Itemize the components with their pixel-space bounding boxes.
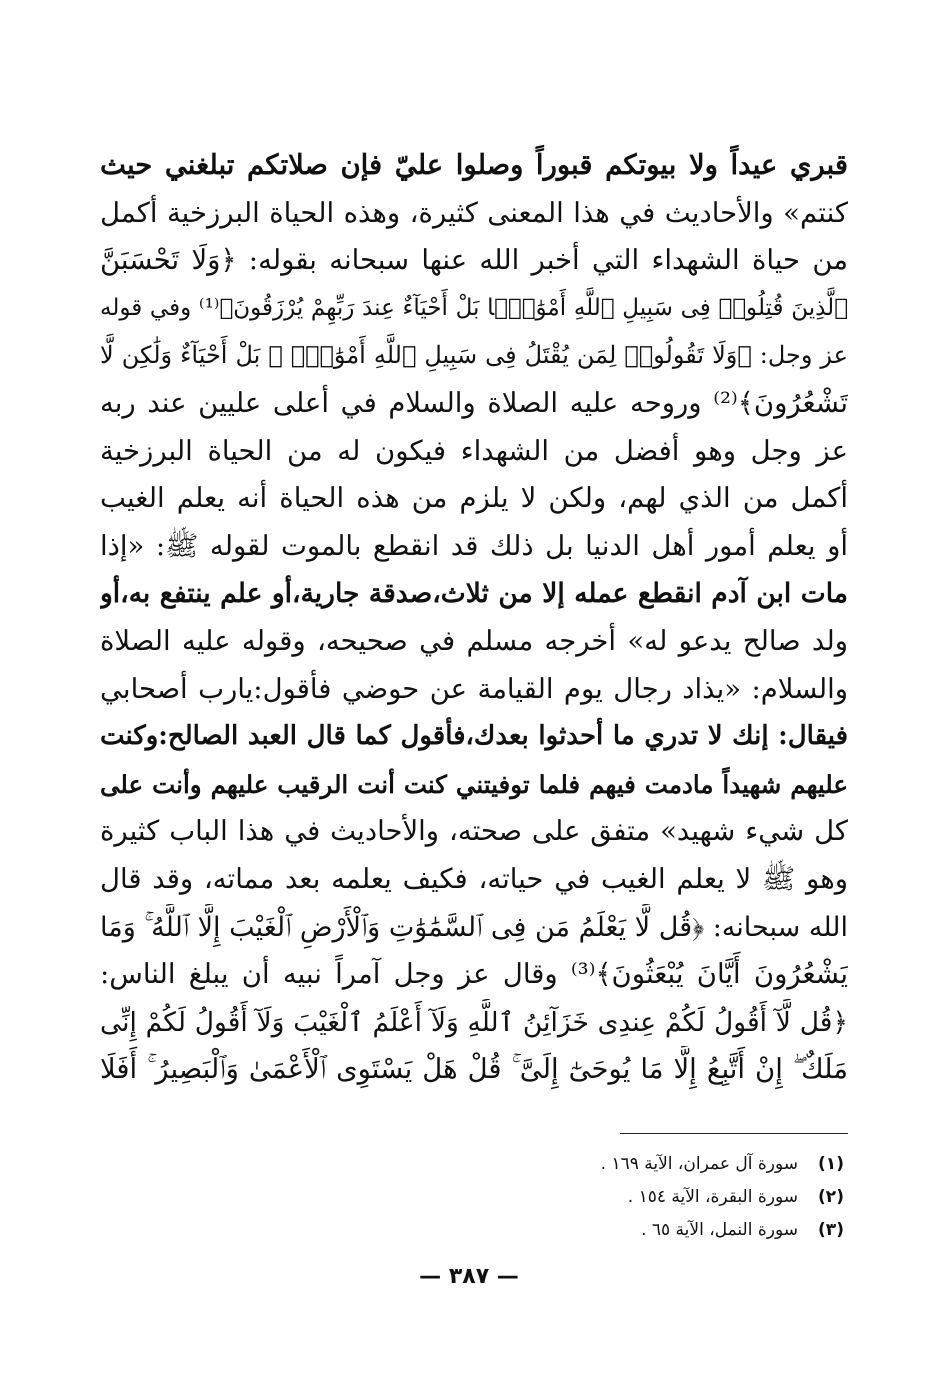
- text-line: عليهم شهيداً مادمت فيهم فلما توفيتني كنت أنت الرقيب عليهم وأنت على: [100, 769, 848, 799]
- page-number: — ٣٨٧ —: [419, 1264, 519, 1289]
- footnotes: [448, 1147, 848, 1246]
- text-line: مَلَكٌ ۖ إِنْ أَتَّبِعُ إِلَّا مَا يُوحَىٰٓ إِلَىَّ ۚ قُلْ هَلْ يَسْتَوِى ٱلْأَعْمَىٰ وَٱلْبَصِيرُ ۚ أَفَلَا: [100, 1053, 848, 1086]
- text-line: ولد صالح يدعو له» أخرجه مسلم في صحيحه، وقوله عليه الصلاة: [100, 624, 848, 657]
- text-line: الله سبحانه: ﴿قُل لَّا يَعْلَمُ مَن فِى ٱلسَّمَٰوَٰتِ وَٱلْأَرْضِ ٱلْغَيْبَ إِلَّا ٱللَّهُ ۚ وَمَا: [100, 911, 848, 943]
- footnote-number: (٣): [818, 1219, 844, 1240]
- text-line: ٱلَّذِينَ قُتِلُوا۟ فِى سَبِيلِ ٱللَّهِ أَمْوَٰتًۢا بَلْ أَحْيَآءٌ عِندَ رَبِّهِمْ يُرْزَقُونَ﴾⁽¹⁾ وفي قوله: [100, 294, 848, 321]
- text-line: أكمل من الذي لهم، ولكن لا يلزم من هذه الحياة أنه يعلم الغيب: [100, 482, 848, 515]
- footnote-number: (٢): [818, 1186, 844, 1207]
- text-line: كنتم» والأحاديث في هذا المعنى كثيرة، وهذه الحياة البرزخية أكمل: [100, 196, 848, 229]
- footnote-number: (١): [818, 1153, 844, 1174]
- text-line: قبري عيداً ولا بيوتكم قبوراً وصلوا عليّ فإن صلاتكم تبلغني حيث: [100, 149, 848, 181]
- text-line: كل شيء شهيد» متفق على صحته، والأحاديث في هذا الباب كثيرة: [100, 815, 848, 848]
- text-line: فيقال: إنك لا تدري ما أحدثوا بعدك،فأقول كما قال العبد الصالح:وكنت: [100, 721, 848, 752]
- text-line: عز وجل وهو أفضل من الشهداء فيكون له من الحياة البرزخية: [100, 434, 848, 467]
- footnote-separator: [620, 1133, 848, 1134]
- text-line: يَشْعُرُونَ أَيَّانَ يُبْعَثُونَ﴾⁽³⁾ وقال عز وجل آمراً نبيه أن يبلغ الناس:: [100, 958, 848, 991]
- text-line: أو يعلم أمور أهل الدنيا بل ذلك قد انقطع بالموت لقوله ﷺ: «إذا: [100, 529, 848, 562]
- text-line: من حياة الشهداء التي أخبر الله عنها سبحانه بقوله: ﴿وَلَا تَحْسَبَنَّ: [100, 244, 848, 277]
- footnote-text: سورة النمل، الآية ٦٥ .: [641, 1219, 798, 1240]
- text-line: والسلام: «يذاد رجال يوم القيامة عن حوضي فأقول:يارب أصحابي: [100, 672, 848, 705]
- footnote: [448, 1147, 848, 1180]
- text-line: تَشْعُرُونَ﴾⁽²⁾ وروحه عليه الصلاة والسلام في أعلى عليين عند ربه: [100, 386, 848, 419]
- text-line: مات ابن آدم انقطع عمله إلا من ثلاث،صدقة جارية،أو علم ينتفع به،أو: [100, 578, 848, 610]
- footnote-text: سورة آل عمران، الآية ١٦٩ .: [600, 1153, 798, 1174]
- footnote: [448, 1180, 848, 1213]
- text-line: وهو ﷺ لا يعلم الغيب في حياته، فكيف يعلمه بعد مماته، وقد قال: [100, 862, 848, 895]
- footnote: [448, 1213, 848, 1246]
- body-text: [100, 142, 848, 1094]
- footnote-text: سورة البقرة، الآية ١٥٤ .: [627, 1186, 798, 1207]
- text-line: عز وجل: ﴿وَلَا تَقُولُوا۟ لِمَن يُقْتَلُ فِى سَبِيلِ ٱللَّهِ أَمْوَٰتٌۢ ۚ بَلْ أَحْيَآءٌ وَلَٰكِن لَّا: [100, 341, 848, 370]
- text-line: ﴿قُل لَّآ أَقُولُ لَكُمْ عِندِى خَزَآئِنُ ٱللَّهِ وَلَآ أَعْلَمُ ٱلْغَيْبَ وَلَآ أَقُولُ لَكُمْ إِنِّى: [100, 1006, 848, 1038]
